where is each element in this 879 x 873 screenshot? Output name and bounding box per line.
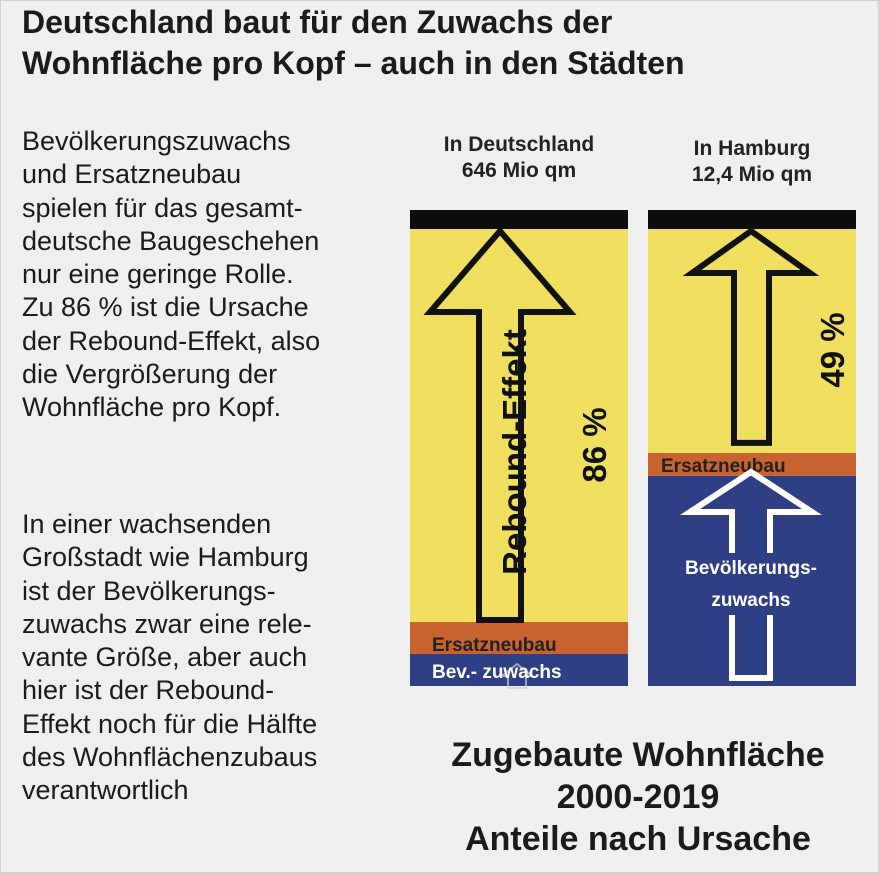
rebound-value-germany: 86 % xyxy=(576,407,613,483)
paragraph-line: zuwachs zwar eine rele- xyxy=(22,608,312,639)
paragraph-line: Großstadt wie Hamburg xyxy=(22,542,309,573)
caption-line-3: Anteile nach Ursache xyxy=(465,820,811,858)
paragraph-line: ist der Bevölkerungs- xyxy=(22,575,276,606)
paragraph-line: vante Größe, aber auch xyxy=(22,642,308,673)
ersatz-label-germany: Ersatzneubau xyxy=(432,635,557,657)
paragraph-line: deutsche Baugeschehen xyxy=(22,225,320,256)
paragraph-line: des Wohnflächenzubaus xyxy=(22,742,318,773)
column-label-hamburg: In Hamburg xyxy=(693,137,811,160)
paragraph-line: die Vergrößerung der xyxy=(22,359,278,390)
rebound-label-germany: Rebound-Effekt xyxy=(496,329,533,575)
paragraph-line: hier ist der Rebound- xyxy=(22,675,275,706)
paragraph-line: Zu 86 % ist die Ursache xyxy=(22,292,309,323)
caption-line-2: 2000-2019 xyxy=(556,778,720,816)
paragraph-line: Wohnfläche pro Kopf. xyxy=(22,392,282,423)
bevoelkerung-label-hamburg-line2: zuwachs xyxy=(711,590,791,611)
bevoelkerung-label-hamburg-line1: Bevölkerungs- xyxy=(685,558,817,579)
bar-top-cap-germany xyxy=(410,210,628,229)
column-total-germany: 646 Mio qm xyxy=(461,159,577,182)
rebound-value-hamburg: 49 % xyxy=(814,312,851,388)
paragraph-line: Effekt noch für die Hälfte xyxy=(22,708,318,739)
paragraph-line: verantwortlich xyxy=(22,775,189,806)
paragraph-line: der Rebound-Effekt, also xyxy=(22,325,321,356)
paragraph-line: spielen für das gesamt- xyxy=(22,192,303,223)
title-line-2: Wohnfläche pro Kopf – auch in den Städten xyxy=(22,45,685,81)
bar-top-cap-hamburg xyxy=(648,210,856,229)
paragraph-line: In einer wachsenden xyxy=(22,509,272,539)
ersatz-label-hamburg: Ersatzneubau xyxy=(661,455,786,477)
chart-caption xyxy=(408,734,868,860)
title-line-1: Deutschland baut für den Zuwachs der xyxy=(22,4,613,40)
column-total-hamburg: 12,4 Mio qm xyxy=(691,163,813,186)
column-label-germany: In Deutschland xyxy=(443,133,595,156)
paragraph-line: nur eine geringe Rolle. xyxy=(22,259,294,290)
caption-line-1: Zugebaute Wohnfläche xyxy=(451,736,825,774)
paragraph-line: und Ersatzneubau xyxy=(22,159,242,190)
paragraph-line: Bevölkerungszuwachs xyxy=(22,126,291,156)
bevoelkerung-label-germany: Bev.- zuwachs xyxy=(432,662,562,683)
